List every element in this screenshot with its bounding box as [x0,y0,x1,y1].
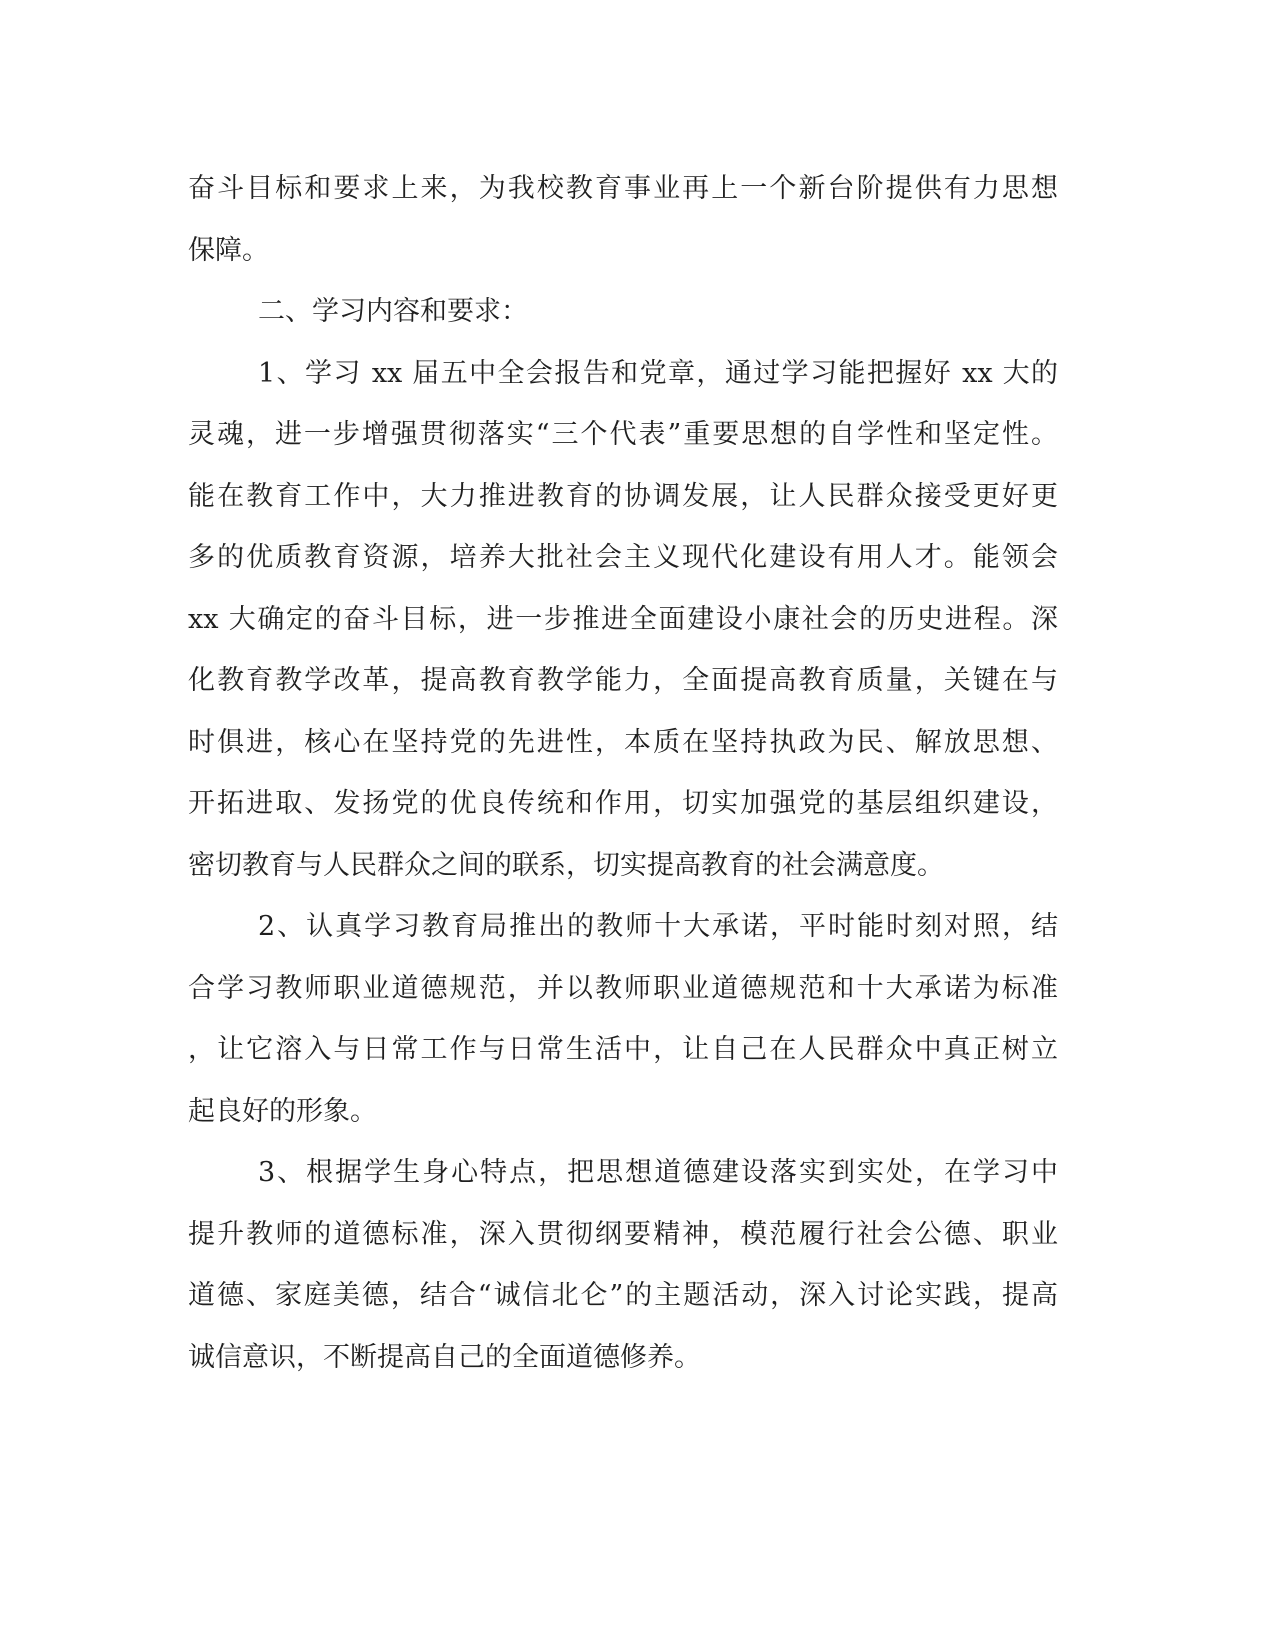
text-line: 灵魂，进一步增强贯彻落实“三个代表”重要思想的自学性和坚定性。 [188,419,1058,450]
text-line: 奋斗目标和要求上来，为我校教育事业再上一个新台阶提供有力思想 [188,173,1058,204]
text-line: 多的优质教育资源，培养大批社会主义现代化建设有用人才。能领会 [188,542,1058,573]
text-line: 3、根据学生身心特点，把思想道德建设落实到实处，在学习中 [258,1157,1058,1188]
text-line: 1、学习 xx 届五中全会报告和党章，通过学习能把握好 xx 大的 [258,357,1058,389]
text-line: 时俱进，核心在坚持党的先进性，本质在坚持执政为民、解放思想、 [188,726,1058,758]
text-line: 道德、家庭美德，结合“诚信北仑”的主题活动，深入讨论实践，提高 [188,1280,1058,1311]
section-heading: 二、学习内容和要求： [258,296,528,327]
text-line: 起良好的形象。 [188,1095,377,1127]
text-line: 提升教师的道德标准，深入贯彻纲要精神，模范履行社会公德、职业 [188,1218,1058,1250]
text-line: ，让它溶入与日常工作与日常生活中，让自己在人民群众中真正树立 [188,1034,1058,1065]
text-line: 能在教育工作中，大力推进教育的协调发展，让人民群众接受更好更 [188,480,1058,512]
text-line: 化教育教学改革，提高教育教学能力，全面提高教育质量，关键在与 [188,665,1058,696]
text-line: 合学习教师职业道德规范，并以教师职业道德规范和十大承诺为标准 [188,972,1058,1004]
text-line: 保障。 [188,234,269,266]
text-line: 诚信意识，不断提高自己的全面道德修养。 [188,1341,701,1373]
body-text [188,158,1058,1388]
text-line: xx 大确定的奋斗目标，进一步推进全面建设小康社会的历史进程。深 [188,603,1058,635]
text-line: 密切教育与人民群众之间的联系，切实提高教育的社会满意度。 [188,849,944,881]
text-line: 开拓进取、发扬党的优良传统和作用，切实加强党的基层组织建设， [188,788,1058,819]
text-line: 2、认真学习教育局推出的教师十大承诺，平时能时刻对照，结 [258,911,1058,942]
